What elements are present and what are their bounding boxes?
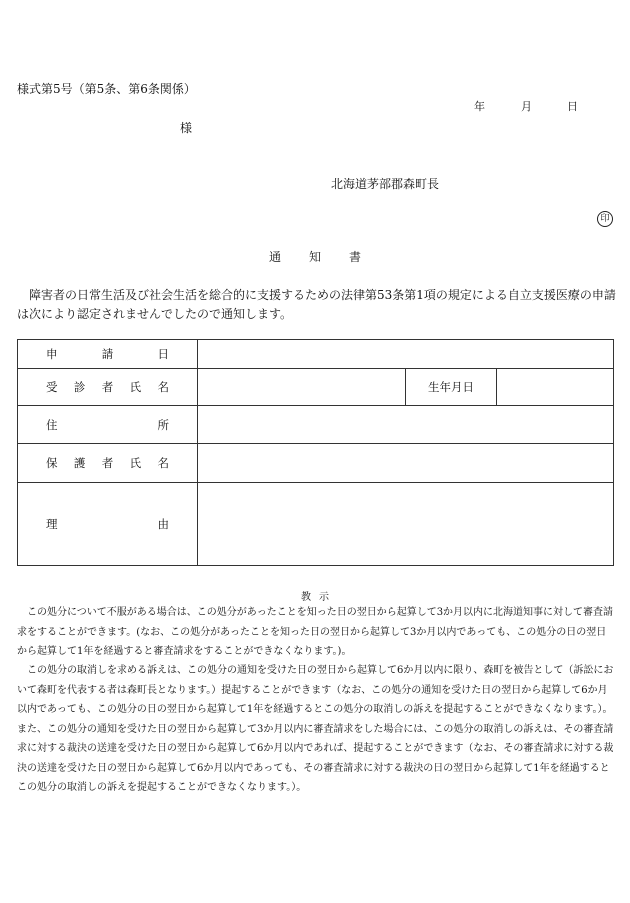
notice-paragraph-2: この処分の取消しを求める訴えは、この処分の通知を受けた日の翌日から起算して6か月以内に限り、森町を被告として（訴訟において森町を代表する者は森町長となります。）提起することができます（なお、この処分の通知を受けた日の翌日から起算して6か月以内であっても、この処分の日の翌日から起算して1年を経過するとこの処分の取消しの訴えを提起することができなくなります。）。また、この処分の通知を受けた日の翌日から起算して3か月以内に審査請求をした場合には、この処分の取消しの訴えは、その審査請求に対する裁決の送達を受けた日の翌日から起算して6か月以内であれば、提起することができます（なお、その審査請求に対する裁決の送達を受けた日の翌日から起算して6か月以内であっても、その審査請求に対する裁決の日の翌日から起算して1年を経過するとこの処分の取消しの訴えを提起することができなくなります。）。 bbox=[17, 665, 614, 793]
label-char: 由 bbox=[157, 517, 169, 531]
label-char: 護 bbox=[73, 456, 86, 470]
guardian-name-value[interactable] bbox=[198, 444, 614, 483]
spread-label bbox=[18, 346, 197, 362]
application-table bbox=[17, 339, 614, 566]
label-cell bbox=[18, 406, 198, 444]
form-number: 様式第5号（第5条、第6条関係） bbox=[17, 82, 196, 96]
application-date-value[interactable] bbox=[198, 340, 614, 369]
notice-paragraph-1: この処分について不服がある場合は、この処分があったことを知った日の翌日から起算して3か月以内に北海道知事に対して審査請求をすることができます。(なお、この処分があったことを知った日の翌日から起算して3か月以内であっても、この処分の日の翌日から起算して1年を経過すると審査請求をすることができなくなります。)。 bbox=[17, 607, 614, 657]
row-reason bbox=[18, 483, 614, 566]
label-char: 氏 bbox=[129, 380, 142, 394]
label-cell bbox=[18, 483, 198, 566]
label-char: 者 bbox=[101, 380, 114, 394]
label-char: 名 bbox=[157, 380, 169, 394]
patient-name-value[interactable] bbox=[198, 369, 406, 406]
label-char: 受 bbox=[46, 380, 58, 394]
label-char: 所 bbox=[157, 417, 169, 432]
label-char: 理 bbox=[46, 517, 58, 531]
label-char: 名 bbox=[157, 456, 169, 470]
label-char: 日 bbox=[157, 347, 169, 361]
label-cell bbox=[18, 369, 198, 406]
label-char: 住 bbox=[46, 417, 58, 432]
row-address bbox=[18, 406, 614, 444]
birth-date-label: 生年月日 bbox=[406, 369, 497, 406]
intro-text: 障害者の日常生活及び社会生活を総合的に支援するための法律第53条第1項の規定による自立支援医療の申請は次により認定されませんでしたので通知します。 bbox=[17, 288, 616, 321]
date-day-label: 日 bbox=[567, 100, 578, 113]
addressee-suffix: 様 bbox=[180, 121, 193, 135]
label-char: 者 bbox=[101, 456, 114, 470]
label-char: 申 bbox=[46, 347, 58, 361]
label-cell bbox=[18, 444, 198, 483]
seal-icon: 印 bbox=[597, 211, 613, 227]
spread-label bbox=[18, 455, 197, 471]
label-char: 保 bbox=[46, 456, 58, 470]
reason-value[interactable] bbox=[198, 483, 614, 566]
spread-label bbox=[18, 516, 197, 532]
row-guardian-name bbox=[18, 444, 614, 483]
row-application-date bbox=[18, 340, 614, 369]
label-char: 診 bbox=[73, 380, 86, 394]
notice-title: 教示 bbox=[301, 592, 337, 603]
spread-label bbox=[18, 417, 197, 433]
address-value[interactable] bbox=[198, 406, 614, 444]
date-year-label: 年 bbox=[474, 100, 485, 113]
label-char: 請 bbox=[101, 347, 114, 361]
spread-label bbox=[18, 379, 197, 395]
row-patient-name bbox=[18, 369, 614, 406]
sender-name: 北海道茅部郡森町長 bbox=[331, 177, 440, 191]
label-cell bbox=[18, 340, 198, 369]
label-char: 氏 bbox=[129, 456, 142, 470]
document-title: 通知書 bbox=[268, 250, 389, 264]
birth-date-value[interactable] bbox=[497, 369, 614, 406]
date-month-label: 月 bbox=[521, 100, 532, 113]
